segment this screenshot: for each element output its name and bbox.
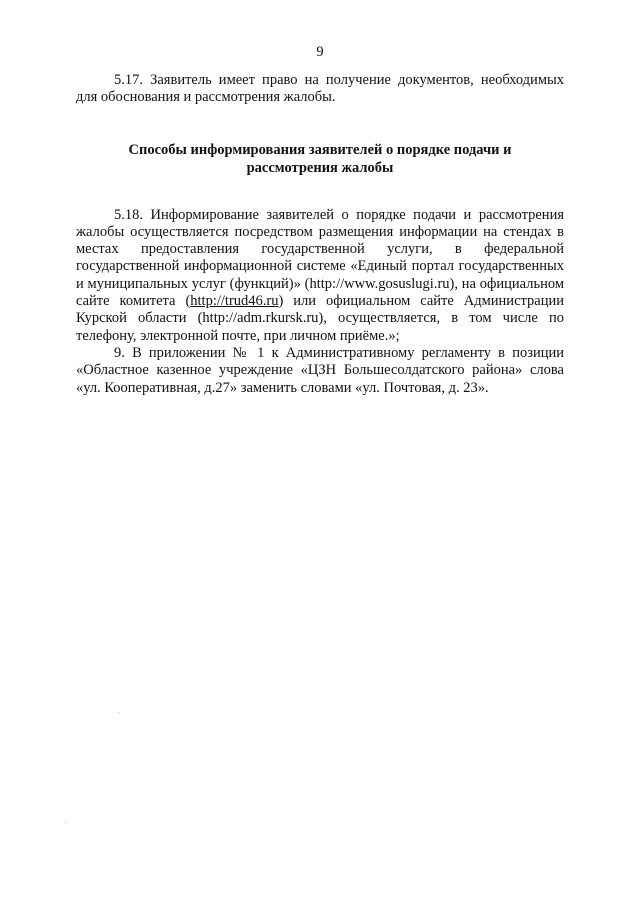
paragraph-9: 9. В приложении № 1 к Административному регламенту в позиции «Областное казенное учреждение «ЦЗН Большесолдатского района» слова «ул. Кооперативная, д.27» заменить словами «ул. Почтовая, д. 23». — [76, 344, 564, 396]
paragraph-5-17: 5.17. Заявитель имеет право на получение документов, необходимых для обоснования и рассмотрения жалобы. — [76, 72, 564, 106]
page-number: 9 — [316, 44, 324, 60]
document-body — [76, 72, 564, 397]
paragraph-5-18 — [76, 207, 564, 345]
paragraph-5-18-text-end: ) или официальном сайте Администрации Курской области (http://adm.rkursk.ru), осуществляется, в том числе по телефону, электронной почте, при личном приёме.»; — [76, 293, 564, 344]
trud46-link[interactable]: http://trud46.ru — [190, 293, 279, 310]
paragraph-5-18-text-start: 5.18. Информирование заявителей о порядке подачи и рассмотрения жалобы осуществляется посредством размещения информации на стендах в местах предоставления государственной услуги, в федеральной государственной информационной системе «Единый портал государственных и муниципальных услуг (функций)» (http://www.gosuslugi.ru), на официальном сайте комитета ( — [76, 206, 564, 310]
scan-speck — [118, 712, 119, 713]
scan-speck — [65, 822, 66, 823]
section-heading: Способы информирования заявителей о порядке подачи и рассмотрения жалобы — [128, 141, 512, 176]
